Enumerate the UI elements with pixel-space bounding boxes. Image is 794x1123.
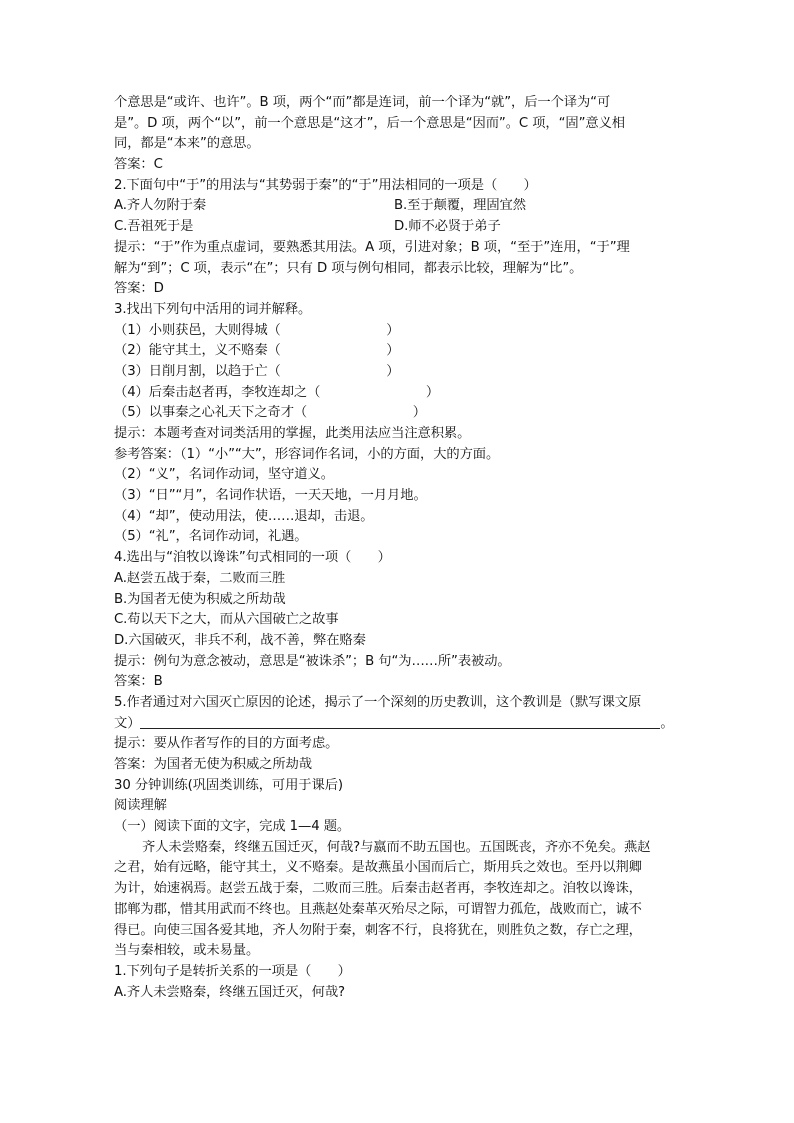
question-5: 5.作者通过对六国灭亡原因的论述，揭示了一个深刻的历史教训，这个教训是（默写课文原 <box>114 694 642 710</box>
text-line: 是”。D 项，两个“以”，前一个意思是“这才”，后一个意思是“因而”。C 项，“固”意义相 <box>114 115 625 131</box>
hint-line: 提示：例句为意念被动，意思是“被诛杀”；B 句“为……所”表被动。 <box>114 653 511 669</box>
answer-line: 答案：D <box>114 281 164 297</box>
question-3: 3.找出下列句中活用的词并解释。 <box>114 301 312 317</box>
passage-intro: （一）阅读下面的文字，完成 1—4 题。 <box>114 819 351 835</box>
question-4: 4.选出与“洎牧以谗诛”句式相同的一项（ ） <box>114 550 391 566</box>
option-b: B.至于颠覆，理固宜然 <box>394 198 526 214</box>
sub-item: （3）日削月割，以趋于亡（ ） <box>114 363 400 379</box>
reference-answer: （5）“礼”，名词作动词，礼遇。 <box>114 529 308 545</box>
text-line: 个意思是“或许、也许”。B 项，两个“而”都是连词，前一个译为“就”，后一个译为“可 <box>114 95 611 110</box>
option-a: A.齐人勿附于秦 <box>114 198 207 214</box>
section-heading: 30 分钟训练(巩固类训练，可用于课后) <box>114 777 343 793</box>
question-5-blank: 文） 。 <box>114 715 674 731</box>
option-d: D.师不必贤于弟子 <box>394 219 501 235</box>
options-row <box>114 217 682 238</box>
option-c: C.吾祖死于是 <box>114 219 194 235</box>
hint-line: 提示：要从作者写作的目的方面考虑。 <box>114 736 339 752</box>
hint-line: 提示：本题考查对词类活用的掌握，此类用法应当注意积累。 <box>114 426 471 441</box>
passage-line: 当与秦相较，或未易量。 <box>114 943 260 959</box>
passage-line: 之君，始有远略，能守其土，义不赂秦。是故燕虽小国而后亡，斯用兵之效也。至丹以荆卿 <box>114 860 642 876</box>
passage-line: 邯郸为郡，惜其用武而不终也。且燕赵处秦革灭殆尽之际，可谓智力孤危，战败而亡，诚不 <box>114 901 642 917</box>
passage-line: 得已。向使三国各爱其地，齐人勿附于秦，刺客不行，良将犹在，则胜负之数，存亡之理， <box>114 922 642 938</box>
question-2: 2.下面句中“于”的用法与“其势弱于秦”的“于”用法相同的一项是（ ） <box>114 177 537 193</box>
passage-line: 齐人未尝赂秦，终继五国迁灭，何哉?与嬴而不助五国也。五国既丧，齐亦不免矣。燕赵 <box>142 839 651 855</box>
option-a: A.齐人未尝赂秦，终继五国迁灭，何哉? <box>114 984 345 1000</box>
option-b: B.为国者无使为积威之所劫哉 <box>114 591 286 607</box>
option-c: C.苟以天下之大，而从六国破亡之故事 <box>114 612 339 628</box>
reference-answer: （4）“却”，使动用法，使……退却，击退。 <box>114 508 374 524</box>
document-page <box>114 93 682 1003</box>
text-line: 同，都是“本来”的意思。 <box>114 136 260 152</box>
question-1: 1.下列句子是转折关系的一项是（ ） <box>114 963 351 979</box>
passage-line: 为计，始速祸焉。赵尝五战于秦，二败而三胜。后秦击赵者再，李牧连却之。洎牧以谗诛， <box>114 881 642 897</box>
hint-line: 解为“到”；C 项，表示“在”；只有 D 项与例句相同，都表示比较，理解为“比”。 <box>114 260 583 276</box>
reference-answer: （2）“义”，名词作动词，坚守道义。 <box>114 467 334 483</box>
sub-item: （1）小则获邑，大则得城（ ） <box>114 322 400 338</box>
hint-line: 提示：“于”作为重点虚词，要熟悉其用法。A 项，引进对象；B 项，“至于”连用，“于”理 <box>114 239 630 255</box>
sub-item: （4）后秦击赵者再，李牧连却之（ ） <box>114 384 440 400</box>
answer-line: 答案：C <box>114 157 163 173</box>
options-row <box>114 196 682 217</box>
option-d: D.六国破灭，非兵不利，战不善，弊在赂秦 <box>114 632 366 648</box>
fill-blank[interactable] <box>140 714 660 729</box>
reference-answer: 参考答案：（1）“小”“大”，形容词作名词，小的方面，大的方面。 <box>114 446 500 462</box>
answer-line: 答案：B <box>114 674 163 690</box>
sub-item: （5）以事秦之心礼天下之奇才（ ） <box>114 405 426 421</box>
answer-line: 答案：为国者无使为积威之所劫哉 <box>114 757 312 772</box>
sub-item: （2）能守其土，义不赂秦（ ） <box>114 343 400 359</box>
option-a: A.赵尝五战于秦，二败而三胜 <box>114 570 286 586</box>
section-heading: 阅读理解 <box>114 798 167 814</box>
reference-answer: （3）“日”“月”，名词作状语，一天天地，一月月地。 <box>114 488 427 504</box>
